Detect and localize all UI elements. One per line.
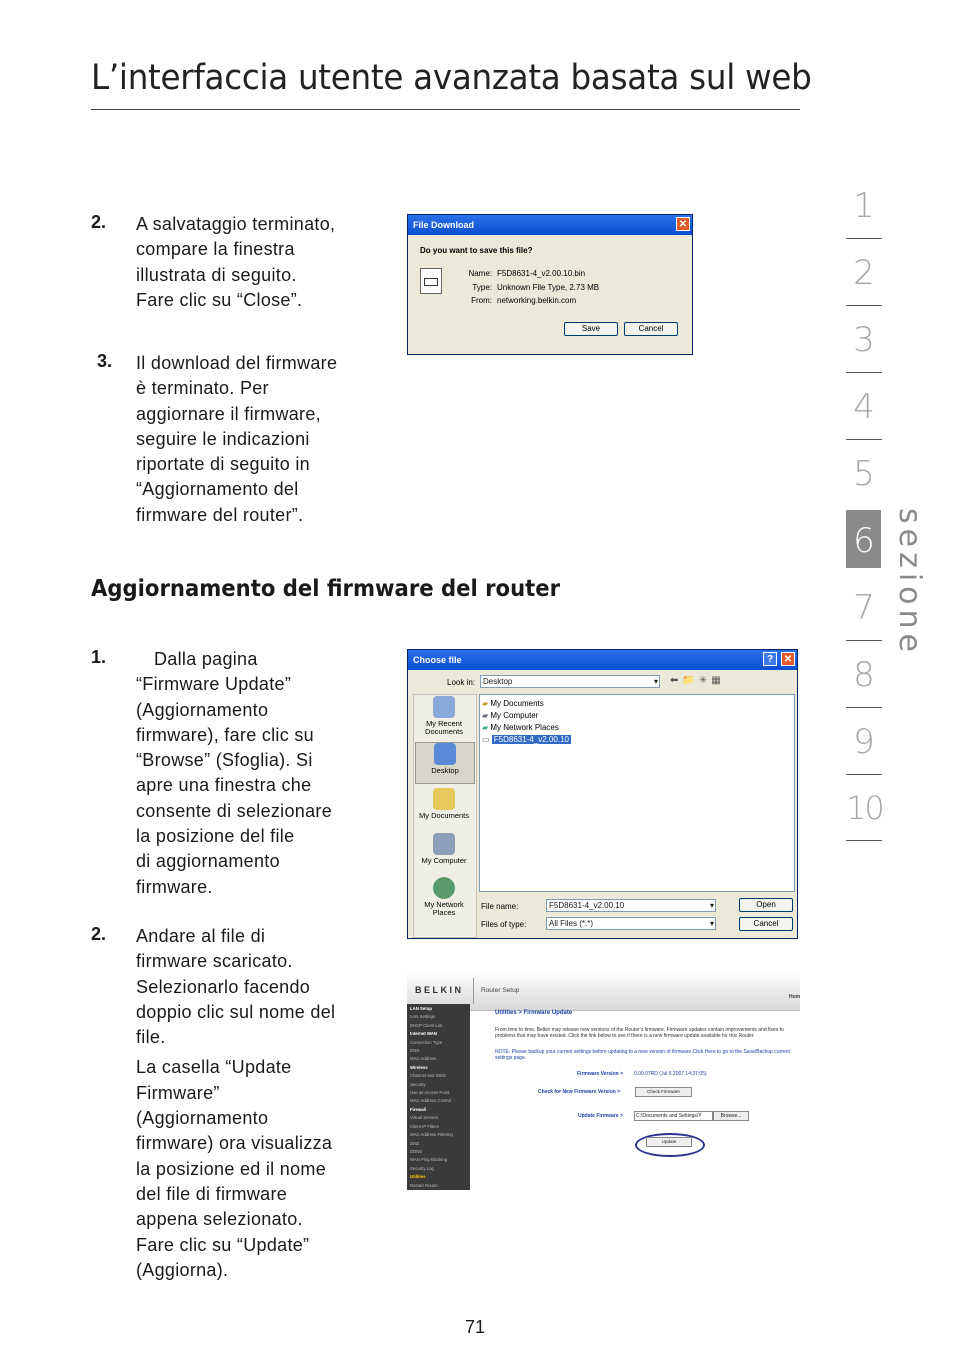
fw-version-value: 0.00.07RD (Jul 6 2007 14:37:05) — [634, 1071, 707, 1077]
breadcrumb: Utilities > Firmware Update — [495, 1010, 573, 1016]
section-nav-10[interactable]: 10 — [846, 789, 883, 827]
router-sidebar-item[interactable]: Wireless — [410, 1064, 428, 1070]
toolbar-icons[interactable]: ⬅📁✳▦ — [670, 675, 725, 686]
place-desktop[interactable]: Desktop — [415, 742, 475, 784]
nav-divider — [846, 305, 882, 306]
open-button[interactable]: Open — [739, 898, 793, 912]
list-item[interactable]: ▰ My Network Places — [482, 723, 559, 732]
chevron-down-icon: ▾ — [653, 677, 658, 686]
nav-divider — [846, 238, 882, 239]
list-item[interactable]: ▰ My Computer — [482, 711, 539, 720]
step-number: 3. — [97, 351, 113, 371]
nav-divider — [846, 707, 882, 708]
step-text: Il download del firmware è terminato. Per aggiornare il firmware, seguire le indicazioni riportate di seguito in “Aggiornamento del firmware del router”. — [136, 353, 338, 525]
section-nav-8[interactable]: 8 — [853, 655, 875, 695]
place-my-documents[interactable]: My Documents — [415, 788, 473, 820]
nav-divider — [846, 372, 882, 373]
update-label: Update Firmware > — [578, 1113, 623, 1119]
file-icon — [420, 268, 442, 294]
belkin-logo: BELKIN — [415, 985, 464, 995]
from-label: From: — [471, 296, 492, 305]
file-name-input[interactable]: F5D8631-4_v2.00.10 ▾ — [546, 899, 716, 912]
computer-icon — [433, 833, 455, 855]
router-sidebar-item[interactable]: LAN Setup — [410, 1006, 432, 1011]
router-sidebar-item[interactable]: Firewall — [410, 1106, 427, 1112]
computer-icon: ▰ — [482, 711, 489, 720]
router-sidebar-item[interactable]: MAC Address Filtering — [410, 1132, 453, 1138]
nav-divider — [846, 774, 882, 775]
update-button[interactable]: Update — [646, 1137, 692, 1147]
type-value: Unknown File Type, 2.73 MB — [497, 283, 600, 292]
recent-documents-icon — [433, 696, 455, 718]
router-sidebar-item[interactable]: LAN Settings — [410, 1014, 436, 1020]
cancel-button[interactable]: Cancel — [739, 917, 793, 931]
section-label: sezione — [892, 508, 927, 657]
router-sidebar-item[interactable]: DNS — [410, 1048, 420, 1054]
folder-icon: ▰ — [482, 699, 489, 708]
router-sidebar-item[interactable]: Security — [410, 1081, 426, 1087]
router-sidebar-item[interactable]: MAC Address Control — [410, 1098, 452, 1104]
router-setup-screenshot — [407, 972, 800, 1190]
network-icon — [433, 877, 455, 899]
router-sidebar-item[interactable]: Security Log — [410, 1165, 434, 1171]
list-item-selected[interactable]: ▭ F5D8631-4_v2.00.10 — [482, 735, 569, 744]
router-sidebar-item[interactable]: Utilities — [410, 1174, 426, 1180]
place-recent[interactable]: My Recent Documents — [415, 696, 473, 736]
name-label: Name: — [468, 269, 492, 278]
step-number: 2. — [91, 924, 107, 944]
router-sidebar-item[interactable]: Client IP Filters — [410, 1123, 440, 1129]
step-text: Dalla pagina “Firmware Update” (Aggiornamento firmware), fare clic su “Browse” (Sfoglia). Si apre una finestra che consente di selezionare la posizione del file di aggiornamento firmware. — [136, 649, 333, 897]
chevron-down-icon: ▾ — [709, 919, 714, 928]
dialog-titlebar — [408, 650, 797, 670]
type-label: Type: — [472, 283, 492, 292]
router-sidebar-item[interactable]: Internet WAN — [410, 1031, 437, 1037]
close-icon[interactable]: ✕ — [676, 217, 690, 231]
router-sidebar-items — [407, 1005, 470, 1190]
dialog-question: Do you want to save this file? — [420, 246, 533, 255]
section-nav-7[interactable]: 7 — [853, 588, 875, 628]
section-nav-3[interactable]: 3 — [853, 320, 875, 360]
help-icon[interactable]: ? — [763, 652, 777, 666]
look-in-label: Look in: — [447, 678, 476, 687]
section-nav-6[interactable]: 6 — [853, 521, 875, 561]
router-sidebar-item[interactable]: MAC Address — [410, 1056, 437, 1062]
chevron-down-icon: ▾ — [709, 901, 714, 910]
save-button[interactable]: Save — [564, 322, 618, 336]
router-sidebar-item[interactable]: DMZ — [410, 1140, 420, 1146]
network-icon: ▰ — [482, 723, 489, 732]
look-in-select[interactable]: Desktop ▾ — [480, 675, 660, 688]
dialog-titlebar — [408, 215, 692, 235]
close-icon[interactable]: ✕ — [781, 652, 795, 666]
folder-icon — [433, 788, 455, 810]
intro-text: From time to time, Belkin may release new versions of the Router's firmware. Firmware updates contain improvements and fixes to problems that may have existed. Click the link below to see if there is a new firmware update available for this Router. — [495, 1027, 784, 1039]
nav-divider — [846, 640, 882, 641]
router-sidebar-item[interactable]: Restart Router — [410, 1182, 438, 1188]
section-nav-9[interactable]: 9 — [853, 722, 875, 762]
page-title: L’interfaccia utente avanzata basata sul web — [91, 58, 812, 98]
step-number: 1. — [91, 647, 107, 667]
cancel-button[interactable]: Cancel — [624, 322, 678, 336]
step-number: 2. — [91, 212, 107, 232]
router-sidebar-item[interactable]: Channel and SSID — [410, 1073, 446, 1079]
step-text: Andare al file di firmware scaricato. Selezionarlo facendo doppio clic sul nome del file. La casella “Update Firmware” (Aggiornamento firmware) ora visualizza la posizione ed il nome del file di firmware appena selezionato. Fare clic su “Update” (Aggiorna). — [136, 926, 336, 1280]
router-sidebar-item[interactable]: DDNS — [410, 1148, 423, 1154]
router-sidebar-item[interactable]: Use as Access Point — [410, 1090, 450, 1096]
dialog-title: Choose file — [413, 655, 462, 665]
home-link[interactable]: Hom — [789, 994, 800, 1000]
router-sidebar-item[interactable]: Virtual Servers — [410, 1115, 439, 1121]
section-heading: Aggiornamento del firmware del router — [91, 576, 561, 602]
nav-divider — [846, 439, 882, 440]
file-download-dialog — [407, 214, 693, 355]
section-nav-4[interactable]: 4 — [853, 387, 875, 427]
from-value: networking.belkin.com — [497, 296, 577, 305]
router-sidebar-item[interactable]: WAN Ping Blocking — [410, 1157, 448, 1163]
list-item[interactable]: ▰ My Documents — [482, 699, 544, 708]
page-number: 71 — [465, 1317, 486, 1337]
step-text: A salvataggio terminato, compare la finestra illustrata di seguito. Fare clic su “Close”. — [136, 214, 336, 310]
section-nav-2[interactable]: 2 — [853, 253, 875, 293]
router-sidebar-item[interactable]: DHCP Client List — [410, 1022, 443, 1028]
fw-version-label: Firmware Version > — [577, 1071, 623, 1077]
file-icon: ▭ — [482, 735, 490, 744]
browse-button[interactable]: Browse... — [713, 1111, 749, 1121]
check-label: Check for New Firmware Version > — [538, 1089, 621, 1095]
title-divider — [91, 109, 800, 110]
file-name-label: File name: — [481, 902, 519, 911]
check-firmware-button[interactable]: Check Firmware — [635, 1087, 692, 1097]
section-nav-5[interactable]: 5 — [853, 454, 875, 494]
name-value: F5D8631-4_v2.00.10.bin — [497, 269, 586, 278]
dialog-title: File Download — [413, 220, 475, 230]
header-divider — [473, 978, 474, 1004]
place-my-computer[interactable]: My Computer — [415, 833, 473, 865]
file-list — [479, 694, 795, 892]
place-network[interactable]: My Network Places — [415, 877, 473, 917]
firmware-file-input[interactable]: C:\Documents and Settings\Y — [634, 1111, 713, 1121]
nav-divider — [846, 840, 882, 841]
file-type-label: Files of type: — [481, 920, 527, 929]
file-type-select[interactable]: All Files (*.*) ▾ — [546, 917, 716, 930]
backup-note: NOTE: Please backup your current settings before updating to a new version of firmware.Click Here to go to the Save/Backup current settings page. — [495, 1049, 790, 1061]
choose-file-dialog — [407, 649, 798, 939]
router-sidebar-item[interactable]: Connection Type — [410, 1039, 443, 1045]
router-setup-label: Router Setup — [481, 987, 520, 994]
section-nav-1[interactable]: 1 — [853, 186, 875, 226]
desktop-icon — [434, 743, 456, 765]
